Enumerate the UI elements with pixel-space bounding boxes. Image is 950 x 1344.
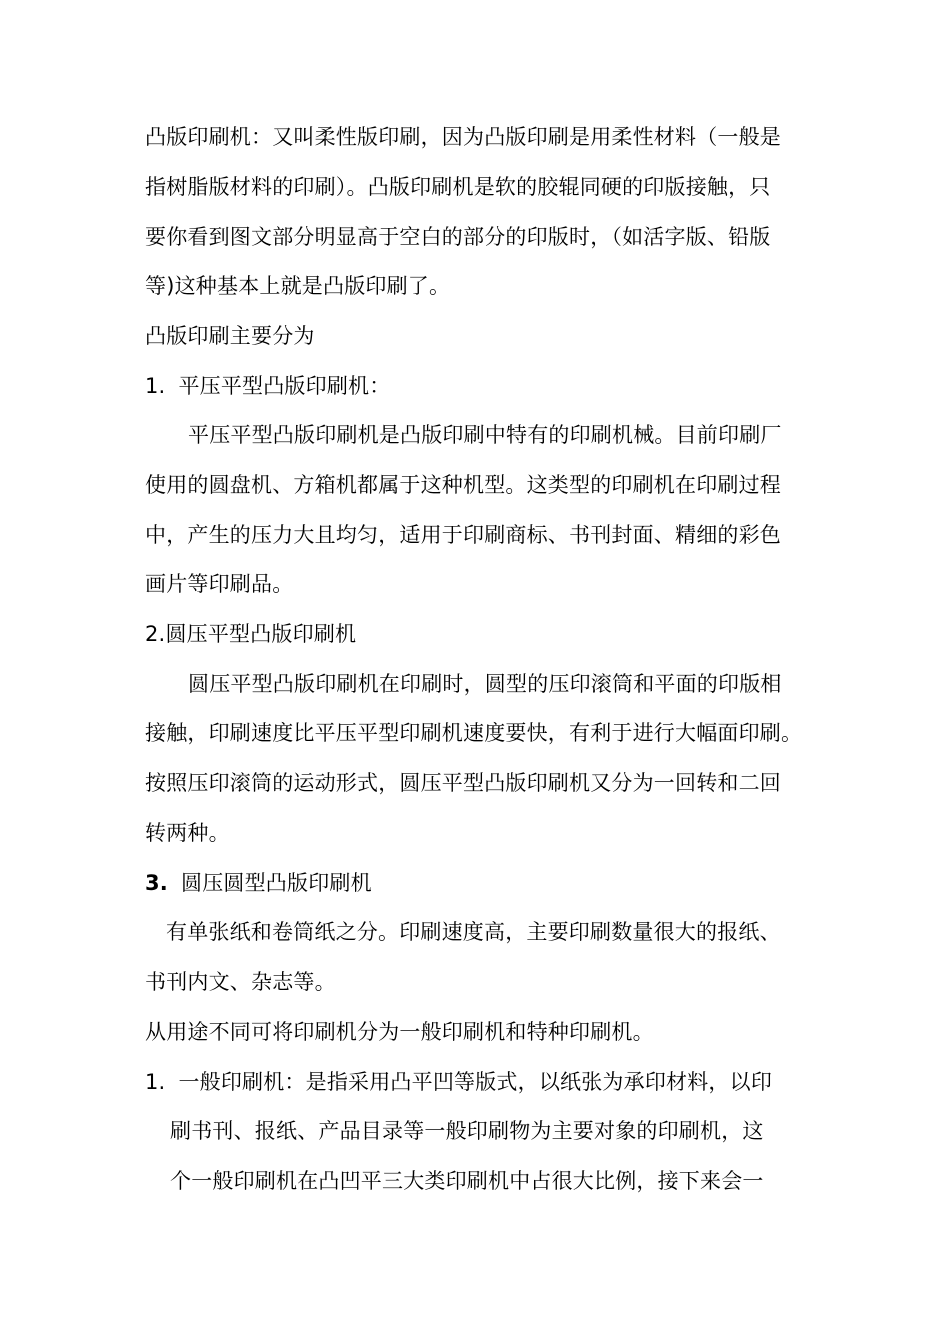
list-number: 3. [145, 871, 168, 895]
paragraph-line: 从用途不同可将印刷机分为一般印刷机和特种印刷机。 [145, 1020, 654, 1044]
paragraph-line: 等)这种基本上就是凸版印刷了。 [145, 274, 451, 298]
paragraph-line: 要你看到图文部分明显高于空白的部分的印版时，（如活字版、铅版 [145, 225, 771, 249]
paragraph-line: 转两种。 [145, 821, 230, 845]
paragraph-line: 圆压平型凸版印刷机在印刷时，圆型的压印滚筒和平面的印版相 [188, 672, 782, 696]
list-item-text: 一般印刷机：是指采用凸平凹等版式，以纸张为承印材料，以印 [178, 1070, 773, 1094]
list-item-heading [145, 620, 356, 648]
list-item-title: 圆压圆型凸版印刷机 [181, 871, 372, 895]
section-intro: 凸版印刷主要分为 [145, 324, 315, 348]
paragraph-line: 按照压印滚筒的运动形式，圆压平型凸版印刷机又分为一回转和二回 [145, 771, 781, 795]
paragraph-line: 接触，印刷速度比平压平型印刷机速度要快，有利于进行大幅面印刷。 [145, 721, 803, 745]
paragraph-line: 有单张纸和卷筒纸之分。印刷速度高，主要印刷数量很大的报纸、 [166, 920, 781, 944]
paragraph-line: 凸版印刷机：又叫柔性版印刷，因为凸版印刷是用柔性材料（一般是 [145, 125, 781, 149]
list-number: 2. [145, 622, 166, 646]
paragraph-line: 刷书刊、报纸、产品目录等一般印刷物为主要对象的印刷机，这 [170, 1119, 764, 1143]
list-item-heading [145, 372, 390, 400]
paragraph-line: 个一般印刷机在凸凹平三大类印刷机中占很大比例，接下来会一 [170, 1169, 764, 1193]
list-number: 1. [145, 374, 166, 398]
list-item-heading [145, 1068, 772, 1096]
paragraph-line: 平压平型凸版印刷机是凸版印刷中特有的印刷机械。目前印刷厂 [188, 423, 782, 447]
list-item-title: 平压平型凸版印刷机： [178, 374, 391, 398]
list-item-title: 圆压平型凸版印刷机 [165, 622, 357, 646]
paragraph-line: 中，产生的压力大且均匀，适用于印刷商标、书刊封面、精细的彩色 [145, 523, 781, 547]
paragraph-line: 书刊内文、杂志等。 [145, 970, 336, 994]
paragraph-line: 使用的圆盘机、方箱机都属于这种机型。这类型的印刷机在印刷过程 [145, 473, 781, 497]
list-number: 1. [145, 1070, 166, 1094]
paragraph-line: 指树脂版材料的印刷）。凸版印刷机是软的胶辊同硬的印版接触，只 [145, 175, 771, 199]
list-item-heading [145, 869, 372, 897]
paragraph-line: 画片等印刷品。 [145, 572, 294, 596]
